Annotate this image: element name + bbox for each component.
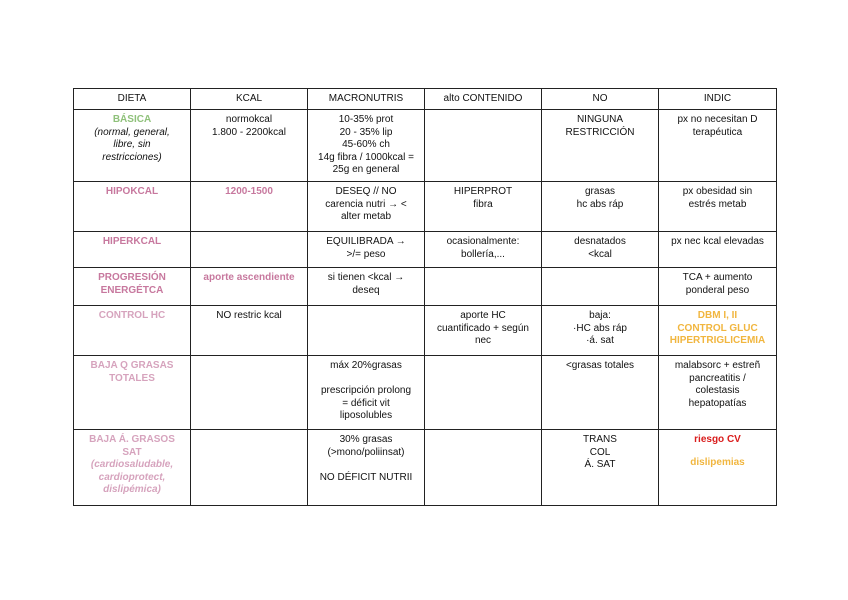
alto-cell [425,430,542,506]
no-text: NINGUNA RESTRICCIÓN [565,114,635,138]
indic-cell [659,306,777,356]
label-cell-hiperkcal [74,232,191,268]
macro-cell [308,110,425,182]
no-text: <grasas totales [565,360,635,371]
macro-text: si tienen <kcal → deseq [327,272,405,296]
indic-text: px no necesitan D terapéutica [677,114,758,138]
diet-table [73,88,777,506]
label-cell-bajasat [74,430,191,506]
header-kcal: KCAL [191,89,308,110]
header-alto-contenido: alto CONTENIDO [425,89,542,110]
diet-label: HIPOKCAL [105,186,159,197]
macro-cell [308,232,425,268]
kcal-cell [191,182,308,232]
no-cell [542,110,659,182]
diet-label: BAJA Q GRASAS TOTALES [90,360,174,384]
header-no: NO [542,89,659,110]
diet-sublabel: (cardiosaludable, cardioprotect, dislipémica) [90,459,174,495]
diet-sublabel: (normal, general, libre, sin restricciones) [94,126,170,163]
label-cell-bajagrasas [74,356,191,430]
no-text: grasas hc abs ráp [576,186,624,210]
no-cell [542,356,659,430]
diet-label: PROGRESIÓN ENERGÉTCA [98,272,166,296]
indic-text: px obesidad sin estrés metab [682,186,753,210]
no-cell [542,182,659,232]
diet-label: BAJA Á. GRASOS SAT [89,434,175,458]
header-macronutris: MACRONUTRIS [308,89,425,110]
macro-text: 30% grasas (>mono/poliinsat) NO DÉFICIT NUTRII [319,434,413,483]
indic-text: malabsorc + estreñ pancreatitis / colestasis hepatopatías [674,360,761,409]
alto-cell [425,356,542,430]
kcal-text: normokcal 1.800 - 2200kcal [212,114,286,138]
header-indic: INDIC [659,89,777,110]
indic-cell [659,110,777,182]
kcal-cell [191,306,308,356]
alto-text: HIPERPROT fibra [453,186,513,210]
kcal-text: 1200-1500 [225,186,273,197]
row-controlhc [74,306,777,356]
indic-text: TCA + aumento ponderal peso [682,272,753,296]
row-basica [74,110,777,182]
label-cell-controlhc [74,306,191,356]
indic-cell [659,268,777,306]
row-bajasat [74,430,777,506]
header-dieta: DIETA [74,89,191,110]
indic-text: px nec kcal elevadas [671,236,764,247]
alto-cell [425,268,542,306]
no-cell [542,430,659,506]
kcal-cell [191,430,308,506]
indic-dislipemias-text: dislipemias [690,456,745,468]
indic-risk-text: riesgo CV [694,434,741,445]
indic-cell [659,356,777,430]
alto-cell [425,182,542,232]
no-text: desnatados <kcal [574,236,626,260]
kcal-cell [191,110,308,182]
label-cell-basica [74,110,191,182]
kcal-cell [191,268,308,306]
alto-cell [425,110,542,182]
macro-cell [308,356,425,430]
row-hiperkcal [74,232,777,268]
macro-text: máx 20%grasas prescripción prolong = déficit vit liposolubles [320,360,412,421]
kcal-text: NO restric kcal [216,310,282,321]
alto-cell [425,306,542,356]
alto-text: ocasionalmente: bollería,... [446,236,520,260]
no-cell [542,306,659,356]
kcal-cell [191,356,308,430]
indic-cell [659,430,777,506]
diet-label: CONTROL HC [98,310,166,321]
macro-cell [308,430,425,506]
indic-text: DBM I, II CONTROL GLUC HIPERTRIGLICEMIA [669,310,766,346]
macro-cell [308,268,425,306]
indic-cell [659,232,777,268]
no-cell [542,232,659,268]
no-cell [542,268,659,306]
kcal-cell [191,232,308,268]
macro-text: DESEQ // NO carencia nutri → < alter metab [325,186,407,222]
macro-text: EQUILIBRADA → >/= peso [326,236,406,260]
macro-cell [308,306,425,356]
row-hipokcal [74,182,777,232]
row-bajagrasas [74,356,777,430]
label-cell-hipokcal [74,182,191,232]
alto-cell [425,232,542,268]
diet-label: HIPERKCAL [102,236,162,247]
alto-text: aporte HC cuantificado + según nec [436,310,529,346]
row-progresion [74,268,777,306]
macro-cell [308,182,425,232]
no-text: TRANS COL Á. SAT [583,434,617,470]
header-row [74,89,777,110]
label-cell-progresion [74,268,191,306]
diet-label: BÁSICA [112,114,152,125]
macro-text: 10-35% prot 20 - 35% lip 45-60% ch 14g fibra / 1000kcal = 25g en general [318,114,414,175]
indic-cell [659,182,777,232]
no-text: baja: ·HC abs ráp ·á. sat [573,310,627,346]
kcal-text: aporte ascendiente [203,272,295,283]
